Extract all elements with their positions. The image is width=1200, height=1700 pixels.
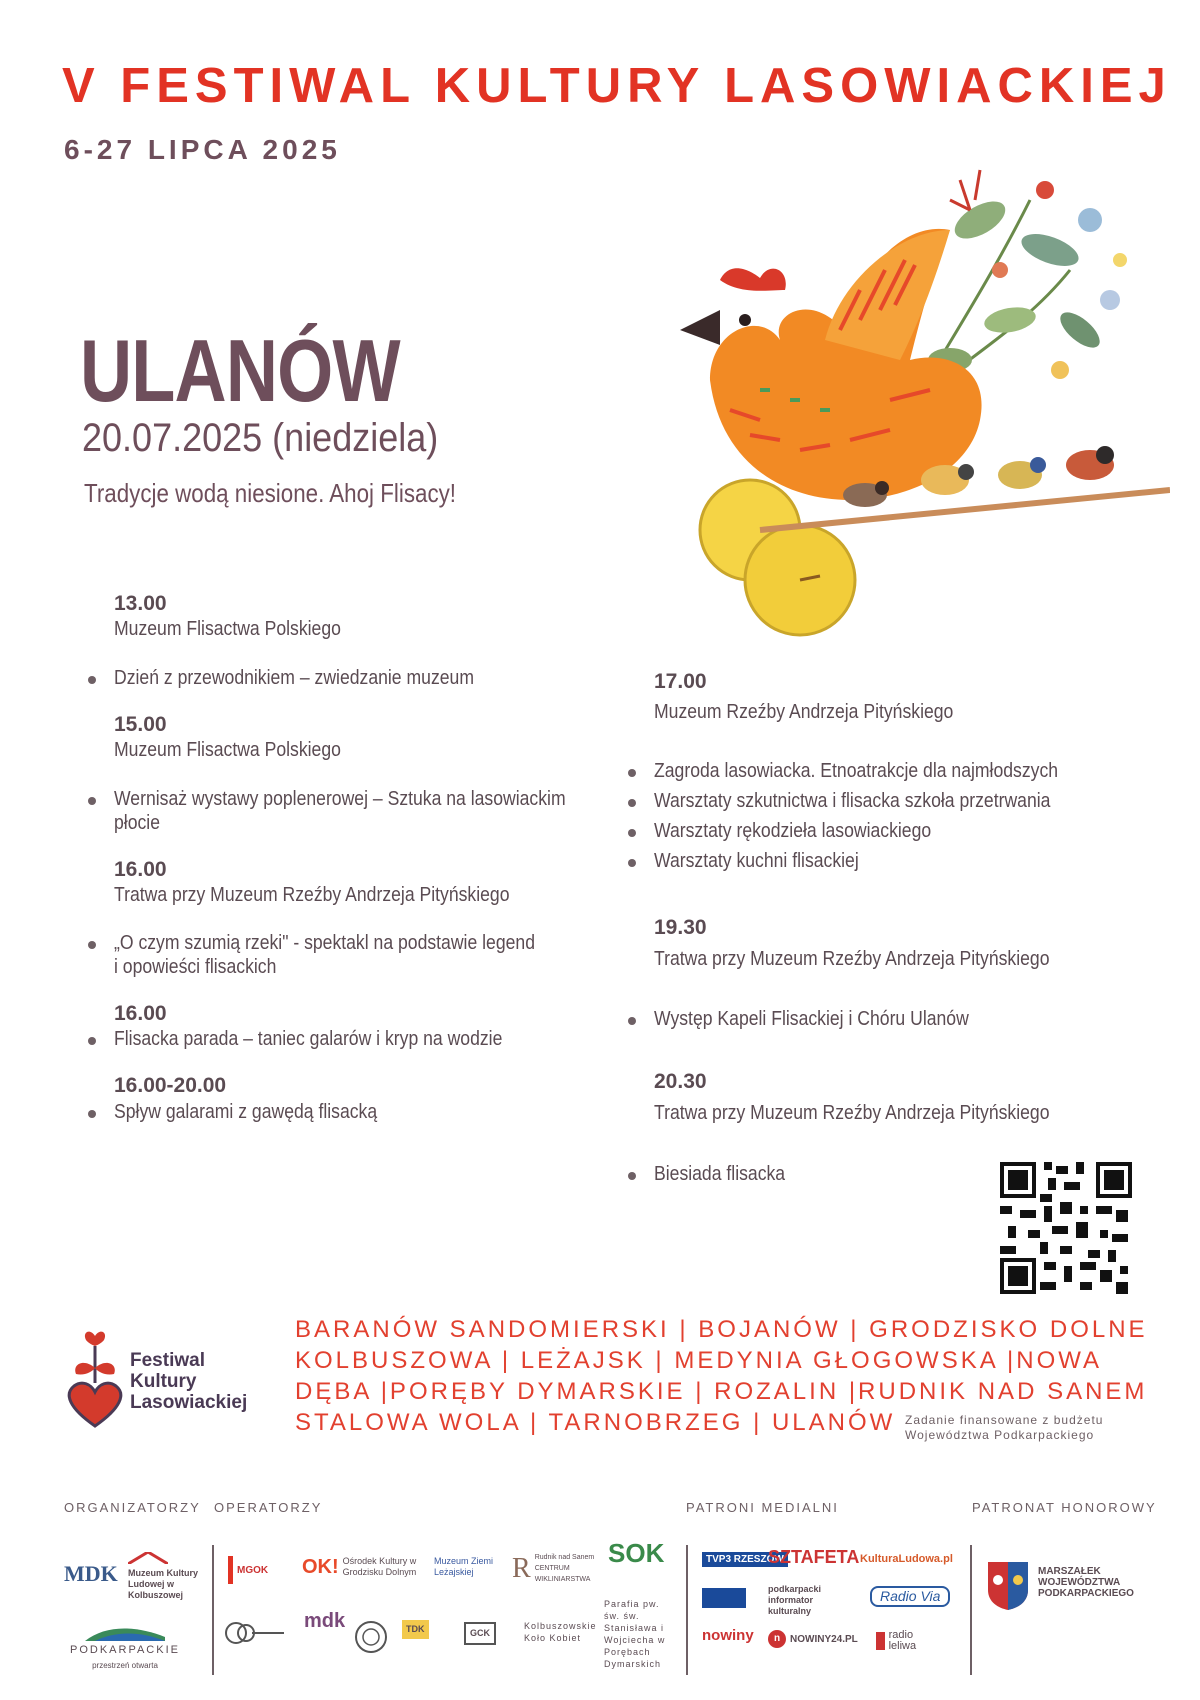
time-label: 13.00 bbox=[114, 592, 167, 615]
rooster-body bbox=[680, 229, 982, 500]
program-item: Dzień z przewodnikiem – zwiedzanie muzeum bbox=[114, 667, 474, 689]
sztafeta-name: SZTAFETA bbox=[768, 1547, 860, 1567]
gck-logo bbox=[464, 1622, 496, 1645]
bullet-icon bbox=[88, 941, 96, 949]
program-item: Warsztaty szkutnictwa i flisacka szkoła przetrwania bbox=[654, 790, 1051, 812]
mgok-logo bbox=[228, 1556, 268, 1584]
logo-line: Festiwal bbox=[130, 1350, 205, 1371]
funding-line: Województwa Podkarpackiego bbox=[905, 1428, 1095, 1442]
program-item: płocie bbox=[114, 812, 160, 834]
hills-icon bbox=[85, 1625, 165, 1641]
time-label: 17.00 bbox=[654, 670, 707, 693]
place-label: Muzeum Flisactwa Polskiego bbox=[114, 739, 341, 761]
nowiny24-badge: n bbox=[768, 1630, 786, 1648]
mdk-stalowa-logo bbox=[304, 1610, 346, 1632]
bullet-icon bbox=[88, 797, 96, 805]
mdk-mark: MDK bbox=[64, 1561, 118, 1586]
festival-dates: 6-27 LIPCA 2025 bbox=[64, 134, 341, 165]
bullet-icon bbox=[628, 859, 636, 867]
program-item: Warsztaty kuchni flisackiej bbox=[654, 850, 859, 872]
ok-mark: OK! bbox=[302, 1555, 339, 1578]
bullet-icon bbox=[88, 676, 96, 684]
time-label: 15.00 bbox=[114, 713, 167, 736]
gck-name: GCK bbox=[470, 1628, 490, 1638]
logo-line: Lasowiackiej bbox=[130, 1392, 248, 1413]
leliwa-bar bbox=[876, 1632, 885, 1650]
parafia-text: Parafia pw. św. św. Stanisława i Wojciecha w Porębach Dymarskich bbox=[604, 1599, 666, 1669]
funding-note bbox=[905, 1413, 1103, 1443]
media-heading: PATRONI MEDIALNI bbox=[686, 1500, 839, 1515]
radiovia-logo bbox=[870, 1586, 950, 1607]
kulturaludowa-name: KulturaLudowa.pl bbox=[860, 1553, 953, 1565]
event-town: ULANÓW bbox=[80, 321, 400, 420]
kulturaludowa-logo bbox=[860, 1554, 953, 1565]
rudnik-mark: R bbox=[512, 1553, 531, 1584]
time-label: 16.00 bbox=[114, 1002, 167, 1025]
time-label: 20.30 bbox=[654, 1070, 707, 1093]
place-label: Tratwa przy Muzeum Rzeźby Andrzeja Pityńskiego bbox=[654, 948, 1050, 970]
towns-line: STALOWA WOLA | TARNOBRZEG | ULANÓW bbox=[295, 1409, 896, 1436]
sok-logo bbox=[608, 1538, 665, 1568]
operators-heading: OPERATORZY bbox=[214, 1500, 323, 1515]
informator-name: podkarpacki informator kulturalny bbox=[768, 1584, 822, 1616]
program-item: Biesiada flisacka bbox=[654, 1163, 786, 1185]
coat-of-arms-icon bbox=[986, 1560, 1030, 1612]
leliwa-name: radio leliwa bbox=[888, 1629, 917, 1652]
bullet-icon bbox=[628, 799, 636, 807]
rooster-wheels bbox=[700, 480, 855, 635]
honorary-heading: PATRONAT HONOROWY bbox=[972, 1500, 1157, 1515]
event-tagline: Tradycje wodą niesione. Ahoj Flisacy! bbox=[84, 478, 457, 508]
sok-name: SOK bbox=[608, 1538, 665, 1568]
muzeum-lezajsk-logo bbox=[434, 1556, 506, 1578]
leliwa-logo bbox=[876, 1630, 936, 1652]
towns-line: DĘBA |PORĘBY DYMARSKIE | ROZALIN |RUDNIK NAD SANEM bbox=[295, 1378, 1148, 1405]
muzeum-lezajsk-name: Muzeum Ziemi Leżajskiej bbox=[434, 1556, 494, 1577]
mgok-name: MGOK bbox=[237, 1564, 269, 1576]
time-label: 19.30 bbox=[654, 916, 707, 939]
towns-line: KOLBUSZOWA | LEŻAJSK | MEDYNIA GŁOGOWSKA |NOWA bbox=[295, 1347, 1103, 1374]
time-label: 16.00 bbox=[114, 858, 167, 881]
marszalek-name: MARSZAŁEK WOJEWÓDZTWA PODKARPACKIEGO bbox=[1038, 1566, 1134, 1599]
bullet-icon bbox=[88, 1037, 96, 1045]
towns-line: BARANÓW SANDOMIERSKI | BOJANÓW | GRODZISKO DOLNE bbox=[295, 1316, 1148, 1343]
funding-line: Zadanie finansowane z budżetu bbox=[905, 1413, 1104, 1427]
bullet-icon bbox=[628, 1172, 636, 1180]
sztafeta-logo bbox=[768, 1547, 860, 1567]
logo-line: Kultury bbox=[130, 1371, 197, 1392]
place-label: Tratwa przy Muzeum Rzeźby Andrzeja Pityńskiego bbox=[114, 884, 510, 906]
divider bbox=[212, 1545, 214, 1675]
seal-icon bbox=[354, 1620, 388, 1654]
bullet-icon bbox=[88, 1110, 96, 1118]
qr-code[interactable] bbox=[1000, 1162, 1132, 1294]
program-item: „O czym szumią rzeki" - spektakl na podstawie legend bbox=[114, 932, 535, 954]
rudnik-logo bbox=[512, 1552, 596, 1585]
nowiny-name: nowiny bbox=[702, 1627, 754, 1644]
guitar-icon bbox=[224, 1618, 286, 1648]
tvp-badge bbox=[702, 1588, 746, 1608]
program-item: Flisacka parada – taniec galarów i kryp na wodzie bbox=[114, 1028, 503, 1050]
festival-logo-text bbox=[130, 1350, 247, 1413]
nowiny24-logo bbox=[768, 1630, 858, 1648]
marszalek-logo bbox=[1038, 1566, 1148, 1599]
event-date: 20.07.2025 (niedziela) bbox=[82, 416, 439, 460]
divider bbox=[686, 1545, 688, 1675]
festival-title: V FESTIWAL KULTURY LASOWIACKIEJ bbox=[62, 59, 1172, 113]
divider bbox=[970, 1545, 972, 1675]
festival-heart-logo bbox=[64, 1328, 126, 1428]
roof-icon bbox=[128, 1552, 168, 1564]
tdk-name: TDK bbox=[406, 1624, 425, 1634]
mgok-bar bbox=[228, 1556, 233, 1584]
place-label: Muzeum Flisactwa Polskiego bbox=[114, 618, 341, 640]
program-item: Spływ galarami z gawędą flisacką bbox=[114, 1101, 378, 1123]
place-label: Tratwa przy Muzeum Rzeźby Andrzeja Pityńskiego bbox=[654, 1102, 1050, 1124]
bullet-icon bbox=[628, 769, 636, 777]
muzeum-name: Muzeum Kultury Ludowej w Kolbuszowej bbox=[128, 1568, 199, 1600]
tvp3-name: TVP3 RZESZÓW bbox=[702, 1552, 788, 1567]
program-item: Wernisaż wystawy poplenerowej – Sztuka na lasowiackim bbox=[114, 788, 566, 810]
program-item: Występ Kapeli Flisackiej i Chóru Ulanów bbox=[654, 1008, 969, 1030]
tdk-logo bbox=[402, 1620, 429, 1639]
informator-logo bbox=[768, 1584, 852, 1617]
ok-logo bbox=[302, 1556, 420, 1578]
podkarpackie-logo bbox=[70, 1625, 180, 1671]
bullet-icon bbox=[628, 829, 636, 837]
nowiny24-name: NOWINY24.PL bbox=[790, 1633, 858, 1645]
organizers-heading: ORGANIZATORZY bbox=[64, 1500, 201, 1515]
mdk-stalowa-mark: mdk bbox=[304, 1610, 346, 1632]
podkarpackie-sub: przestrzeń otwarta bbox=[92, 1661, 158, 1670]
rudnik-name: Rudnik nad Sanem CENTRUM WIKLINIARSTWA bbox=[534, 1554, 595, 1583]
podkarpackie-name: PODKARPACKIE bbox=[70, 1644, 180, 1656]
radiovia-name: Radio Via bbox=[880, 1588, 941, 1604]
ok-name: Ośrodek Kultury w Grodzisku Dolnym bbox=[342, 1556, 417, 1577]
time-label: 16.00-20.00 bbox=[114, 1074, 227, 1097]
program-item: Zagroda lasowiacka. Etnoatrakcje dla najmłodszych bbox=[654, 760, 1059, 782]
program-item: i opowieści flisackich bbox=[114, 956, 277, 978]
bullet-icon bbox=[628, 1017, 636, 1025]
place-label: Muzeum Rzeźby Andrzeja Pityńskiego bbox=[654, 701, 954, 723]
rooster-illustration bbox=[650, 160, 1170, 680]
mdk-logo bbox=[64, 1561, 118, 1586]
kolbuszowskie-text: Kolbuszowskie Koło Kobiet bbox=[524, 1621, 597, 1643]
program-item: Warsztaty rękodzieła lasowiackiego bbox=[654, 820, 932, 842]
nowiny-logo bbox=[702, 1627, 754, 1644]
muzeum-kolbuszowa-logo bbox=[128, 1552, 206, 1601]
